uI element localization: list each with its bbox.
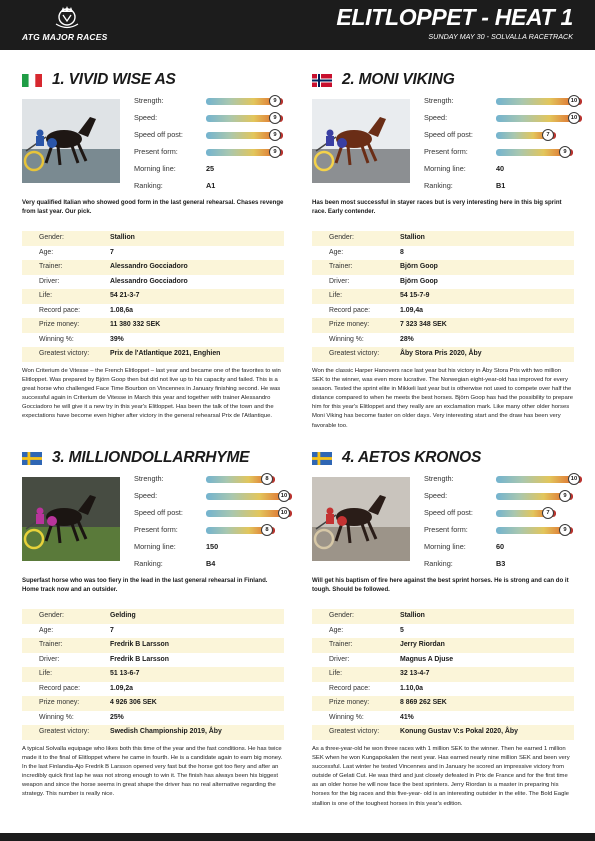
- strength-label: Strength:: [424, 474, 454, 483]
- info-row-age: [312, 624, 574, 639]
- speed-off-post-row: [424, 129, 579, 143]
- info-row-greatest-victory: [312, 347, 574, 362]
- present-form-label: Present form:: [134, 525, 178, 534]
- info-row-driver: [22, 653, 284, 668]
- speed-row: [134, 490, 289, 504]
- info-label: Age:: [39, 248, 54, 256]
- horse-summary: Very qualified Italian who showed good form in the last general rehearsal. Chases revenge from last year. Our pick.: [22, 199, 284, 215]
- morning-line-label: Morning line:: [424, 542, 466, 551]
- horse-photo: [312, 477, 410, 561]
- morning-line-value: 60: [496, 542, 505, 551]
- present-form-row: [424, 524, 579, 538]
- info-label: Gender:: [39, 234, 64, 241]
- rating-value: 10: [568, 112, 580, 124]
- info-value: Stallion: [400, 612, 425, 619]
- ranking-row: [424, 558, 579, 572]
- speed-off-post-bar: [206, 132, 283, 139]
- morning-line-label: Morning line:: [134, 164, 176, 173]
- info-row-gender: [22, 231, 284, 246]
- speed-off-post-label: Speed off post:: [134, 130, 183, 139]
- info-value: 1.09,4a: [400, 306, 423, 314]
- horse-summary: Has been most successful in stayer races but is very interesting here in this big sprint race. Early contender.: [312, 199, 562, 215]
- speed-off-post-row: [424, 507, 579, 521]
- info-value: Alessandro Gocciadoro: [110, 263, 188, 270]
- horse-summary: Will get his baptism of fire here against the best sprint horses. He is strong and can do it tough. Should be followed.: [312, 577, 569, 593]
- info-row-life: [312, 667, 574, 682]
- horse-name: 4. AETOS KRONOS: [342, 449, 482, 466]
- morning-line-row: [424, 163, 579, 177]
- info-row-greatest-victory: [312, 725, 574, 740]
- info-label: Prize money:: [329, 699, 370, 706]
- info-label: Record pace:: [39, 684, 80, 692]
- card-header: [312, 449, 574, 467]
- info-value: Åby Stora Pris 2020, Åby: [400, 350, 482, 357]
- rating-value: 10: [568, 95, 580, 107]
- horse-photo: [22, 99, 120, 183]
- page-header: [0, 0, 595, 50]
- info-value: Björn Goop: [400, 263, 438, 270]
- info-value: Gelding: [110, 612, 136, 619]
- info-label: Greatest victory:: [39, 728, 90, 735]
- crown-icon: [53, 6, 81, 30]
- info-value: 7 323 348 SEK: [400, 321, 447, 328]
- info-row-winning: [22, 333, 284, 348]
- rating-value: 9: [269, 95, 281, 107]
- info-row-record-pace: [22, 682, 284, 697]
- info-value: Fredrik B Larsson: [110, 641, 169, 648]
- info-label: Prize money:: [39, 321, 80, 328]
- info-row-driver: [312, 653, 574, 668]
- info-label: Trainer:: [329, 641, 353, 648]
- info-row-life: [22, 667, 284, 682]
- rating-value: 9: [269, 112, 281, 124]
- info-label: Age:: [329, 626, 344, 634]
- info-label: Record pace:: [329, 306, 370, 314]
- info-label: Greatest victory:: [329, 350, 380, 357]
- speed-label: Speed:: [134, 491, 158, 500]
- info-row-driver: [312, 275, 574, 290]
- info-row-driver: [22, 275, 284, 290]
- strength-label: Strength:: [424, 96, 454, 105]
- info-value: 7: [110, 626, 114, 634]
- info-row-record-pace: [312, 682, 574, 697]
- info-value: 8 869 262 SEK: [400, 699, 447, 706]
- info-row-greatest-victory: [22, 347, 284, 362]
- info-value: Fredrik B Larsson: [110, 655, 169, 663]
- present-form-row: [134, 146, 289, 160]
- sweden-flag: [22, 452, 42, 465]
- rating-value: 9: [269, 129, 281, 141]
- strength-bar: [206, 476, 275, 483]
- page-footer: [0, 833, 595, 841]
- morning-line-value: 25: [206, 164, 215, 173]
- info-value: 5: [400, 626, 404, 634]
- info-label: Age:: [329, 248, 344, 256]
- morning-line-label: Morning line:: [134, 542, 176, 551]
- strength-bar: [496, 476, 582, 483]
- present-form-row: [134, 524, 289, 538]
- horse-description: A typical Solvalla equipage who likes both this time of the year and the fast conditions. He has twice made it to the final of Elitloppet where he came in fourth. He is a candidate again to earn big money. In the last Finlandia-Ajo Fredrik B Larsson opened very fast but the horse got too fiery and after an incredibly quick first lap he was not strong enough to win it. The finish has always been his biggest weapon and since the horse seems in great shape the driver has no real alternative regarding the strategy. This number is really nice.: [22, 746, 283, 798]
- info-row-prize-money: [22, 696, 284, 711]
- info-row-winning: [312, 333, 574, 348]
- info-value: 41%: [400, 713, 414, 721]
- horse-description: Won the classic Harper Hanovers race last year but his victory in Åby Stora Pris with two million SEK to the winner, was even more lucrative. The Norwegian eight-year-old has improved for every season. Tested the sprint elite in Mikkeli last year but is otherwise not used to compete over half the distance compared to when he meets the best horses. Björn Goop has had the possibility to prepare him for this year's Elitloppet and they really are an exclamation mark. Like many other older horses Moni Viking has become faster on older days. Very interesting start and the draw has been very favorable too.: [312, 368, 573, 429]
- strength-row: [424, 473, 579, 487]
- present-form-bar: [496, 527, 573, 534]
- info-row-prize-money: [312, 318, 574, 333]
- sweden-flag: [312, 452, 332, 465]
- info-label: Trainer:: [39, 263, 63, 270]
- info-label: Driver:: [329, 277, 350, 285]
- info-value: 39%: [110, 335, 124, 343]
- info-label: Trainer:: [39, 641, 63, 648]
- strength-row: [424, 95, 579, 109]
- rating-value: 10: [568, 473, 580, 485]
- info-value: Stallion: [110, 234, 135, 241]
- rating-value: 9: [559, 490, 571, 502]
- info-value: 1.08,6a: [110, 306, 133, 314]
- info-label: Age:: [39, 626, 54, 634]
- strength-row: [134, 95, 289, 109]
- info-row-trainer: [312, 638, 574, 653]
- speed-row: [424, 490, 579, 504]
- speed-label: Speed:: [134, 113, 158, 122]
- info-value: 11 380 332 SEK: [110, 321, 161, 328]
- info-value: Stallion: [400, 234, 425, 241]
- ranking-value: B3: [496, 559, 506, 568]
- present-form-row: [424, 146, 579, 160]
- info-row-winning: [22, 711, 284, 726]
- speed-label: Speed:: [424, 113, 448, 122]
- ranking-value: B1: [496, 181, 506, 190]
- info-label: Prize money:: [329, 321, 370, 328]
- morning-line-row: [134, 163, 289, 177]
- strength-bar: [496, 98, 582, 105]
- speed-off-post-row: [134, 507, 289, 521]
- card-header: [22, 71, 284, 89]
- info-row-age: [22, 246, 284, 261]
- morning-line-value: 150: [206, 542, 219, 551]
- info-label: Driver:: [329, 655, 350, 663]
- speed-row: [134, 112, 289, 126]
- info-value: 32 13-4-7: [400, 670, 430, 677]
- info-label: Life:: [329, 292, 343, 299]
- info-row-prize-money: [312, 696, 574, 711]
- card-header: [312, 71, 574, 89]
- info-label: Record pace:: [329, 684, 370, 692]
- morning-line-value: 40: [496, 164, 505, 173]
- info-value: 7: [110, 248, 114, 256]
- info-value: 54 21-3-7: [110, 292, 140, 299]
- horse-name: 3. MILLIONDOLLARRHYME: [52, 449, 250, 466]
- speed-off-post-bar: [206, 510, 292, 517]
- ranking-label: Ranking:: [424, 181, 453, 190]
- info-label: Gender:: [329, 612, 354, 619]
- info-value: 1.10,0a: [400, 684, 423, 692]
- speed-bar: [206, 115, 283, 122]
- horse-name: 1. VIVID WISE AS: [52, 71, 176, 88]
- speed-off-post-label: Speed off post:: [424, 508, 473, 517]
- info-value: 28%: [400, 335, 414, 343]
- info-label: Prize money:: [39, 699, 80, 706]
- info-row-gender: [312, 231, 574, 246]
- speed-label: Speed:: [424, 491, 448, 500]
- info-row-trainer: [22, 260, 284, 275]
- info-value: Björn Goop: [400, 277, 438, 285]
- info-row-trainer: [22, 638, 284, 653]
- ranking-value: B4: [206, 559, 216, 568]
- present-form-label: Present form:: [424, 525, 468, 534]
- norway-flag: [312, 74, 332, 87]
- info-row-gender: [312, 609, 574, 624]
- info-row-record-pace: [312, 304, 574, 319]
- present-form-label: Present form:: [134, 147, 178, 156]
- horse-photo: [22, 477, 120, 561]
- rating-value: 8: [261, 473, 273, 485]
- ranking-label: Ranking:: [424, 559, 453, 568]
- speed-bar: [496, 493, 573, 500]
- info-label: Gender:: [329, 234, 354, 241]
- info-label: Greatest victory:: [329, 728, 380, 735]
- speed-off-post-label: Speed off post:: [134, 508, 183, 517]
- present-form-bar: [206, 149, 283, 156]
- info-row-greatest-victory: [22, 725, 284, 740]
- morning-line-row: [134, 541, 289, 555]
- info-label: Life:: [329, 670, 343, 677]
- info-row-trainer: [312, 260, 574, 275]
- info-value: Prix de l'Atlantique 2021, Enghien: [110, 350, 221, 357]
- info-row-life: [312, 289, 574, 304]
- info-row-prize-money: [22, 318, 284, 333]
- strength-label: Strength:: [134, 474, 164, 483]
- info-value: Magnus A Djuse: [400, 655, 454, 663]
- horse-summary: Superfast horse who was too fiery in the lead in the last general rehearsal in Finland. Home track now and an outsider.: [22, 577, 268, 593]
- speed-off-post-bar: [496, 510, 556, 517]
- info-row-life: [22, 289, 284, 304]
- info-row-age: [312, 246, 574, 261]
- info-label: Winning %:: [39, 335, 74, 343]
- info-row-gender: [22, 609, 284, 624]
- speed-row: [424, 112, 579, 126]
- morning-line-label: Morning line:: [424, 164, 466, 173]
- ranking-row: [134, 180, 289, 194]
- rating-value: 10: [278, 490, 290, 502]
- info-value: 25%: [110, 713, 124, 721]
- info-value: 54 15-7-9: [400, 292, 430, 299]
- rating-value: 9: [269, 146, 281, 158]
- italy-flag: [22, 74, 42, 87]
- horse-description: As a three-year-old he won three races with 1 million SEK to the winner. Then he earned 1 million SEK when he won Kungapokalen the next year. Has earned nearly nine million SEK and been very successful. Last winter he tested Vincennes and in January he scored an impressive victory from outside of Gelati Cut. He was third and just closely defeated in Prix de France and for the first time as an older horse he will now face the best sprinters. Jerry Riordan is a master in preparing his horses for the big races and this five-year- old is an interesting outsider in the elite. The Bold Eagle stallion is one of the toughest horses in this year's edition.: [312, 746, 570, 807]
- info-row-record-pace: [22, 304, 284, 319]
- strength-label: Strength:: [134, 96, 164, 105]
- present-form-label: Present form:: [424, 147, 468, 156]
- present-form-bar: [496, 149, 573, 156]
- horse-photo: [312, 99, 410, 183]
- speed-off-post-bar: [496, 132, 556, 139]
- rating-value: 9: [559, 524, 571, 536]
- brand-name: ATG MAJOR RACES: [22, 32, 108, 42]
- morning-line-row: [424, 541, 579, 555]
- page-subtitle: SUNDAY MAY 30 - SOLVALLA RACETRACK: [428, 32, 573, 41]
- info-label: Trainer:: [329, 263, 353, 270]
- info-value: Alessandro Gocciadoro: [110, 277, 188, 285]
- speed-off-post-row: [134, 129, 289, 143]
- info-value: 1.09,2a: [110, 684, 133, 692]
- info-label: Winning %:: [39, 713, 74, 721]
- info-label: Greatest victory:: [39, 350, 90, 357]
- info-label: Driver:: [39, 655, 60, 663]
- info-value: Swedish Championship 2019, Åby: [110, 728, 222, 735]
- info-label: Winning %:: [329, 335, 364, 343]
- speed-off-post-label: Speed off post:: [424, 130, 473, 139]
- present-form-bar: [206, 527, 275, 534]
- info-value: 4 926 306 SEK: [110, 699, 157, 706]
- page-title: ELITLOPPET - HEAT 1: [336, 4, 573, 30]
- ranking-row: [134, 558, 289, 572]
- info-label: Life:: [39, 670, 53, 677]
- info-label: Driver:: [39, 277, 60, 285]
- info-value: Konung Gustav V:s Pokal 2020, Åby: [400, 728, 518, 735]
- info-value: 8: [400, 248, 404, 256]
- horse-description: Won Criterium de Vitesse – the French Elitloppet – last year and became one of the favorites to win Elitloppet. Was prepared by Björn Goop then but did not live up to his capacity and failed. This is a great horse who challenged Face Time Bourbon on Vincennes in January finishing second. He was successful again in Criterium de Vitesse in March this year and together with trainer Alessandro Gocciadoro he will give it a new try in this year's Elitloppet. Has been the talk of the town and the expectations have become even higher after victory in the general rehearsal Prix de l'Atlantique.: [22, 368, 281, 420]
- info-label: Winning %:: [329, 713, 364, 721]
- ranking-row: [424, 180, 579, 194]
- rating-value: 9: [559, 146, 571, 158]
- info-row-winning: [312, 711, 574, 726]
- atg-logo: [22, 6, 114, 46]
- ranking-label: Ranking:: [134, 559, 163, 568]
- card-header: [22, 449, 284, 467]
- ranking-label: Ranking:: [134, 181, 163, 190]
- speed-bar: [206, 493, 292, 500]
- rating-value: 10: [278, 507, 290, 519]
- ranking-value: A1: [206, 181, 216, 190]
- rating-value: 8: [261, 524, 273, 536]
- info-label: Record pace:: [39, 306, 80, 314]
- info-value: 51 13-6-7: [110, 670, 140, 677]
- info-value: Jerry Riordan: [400, 641, 445, 648]
- info-label: Life:: [39, 292, 53, 299]
- horse-name: 2. MONI VIKING: [342, 71, 455, 88]
- rating-value: 7: [542, 507, 554, 519]
- rating-value: 7: [542, 129, 554, 141]
- strength-row: [134, 473, 289, 487]
- info-row-age: [22, 624, 284, 639]
- info-label: Gender:: [39, 612, 64, 619]
- speed-bar: [496, 115, 582, 122]
- strength-bar: [206, 98, 283, 105]
